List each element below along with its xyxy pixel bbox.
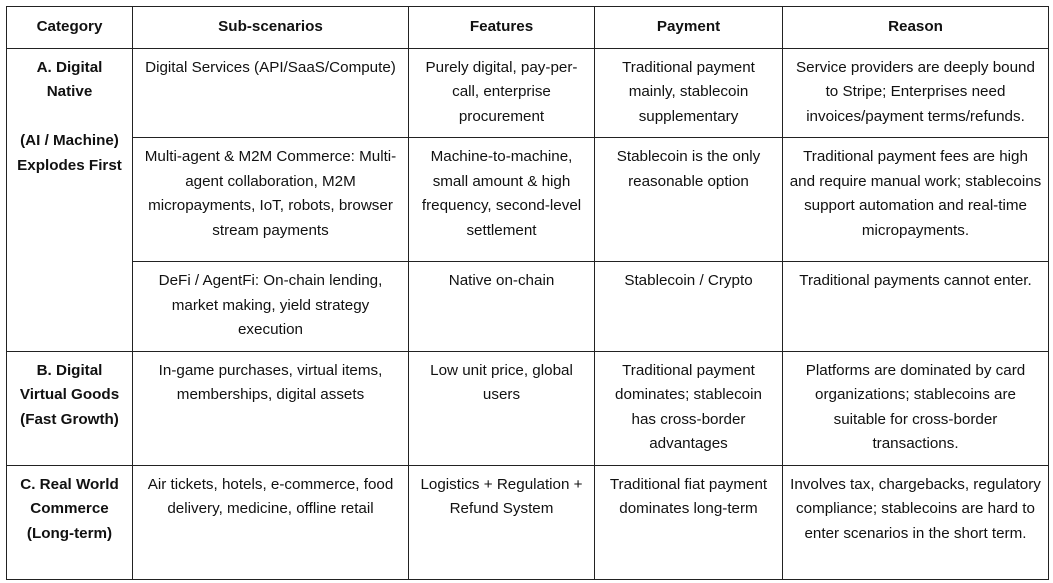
payment-cell: Traditional payment dominates; stablecoin has cross-border advantages [595, 351, 783, 465]
category-cell: C. Real World Commerce (Long-term) [7, 465, 133, 579]
payment-cell: Traditional payment mainly, stablecoin supplementary [595, 48, 783, 138]
sub-scenario-cell: DeFi / AgentFi: On-chain lending, market making, yield strategy execution [133, 262, 409, 352]
sub-scenario-cell: Air tickets, hotels, e-commerce, food delivery, medicine, offline retail [133, 465, 409, 579]
category-cell: B. Digital Virtual Goods (Fast Growth) [7, 351, 133, 465]
table-row [7, 138, 1049, 262]
payment-cell: Traditional fiat payment dominates long-term [595, 465, 783, 579]
header-features: Features [409, 7, 595, 49]
category-cell [7, 48, 133, 351]
reason-cell: Involves tax, chargebacks, regulatory compliance; stablecoins are hard to enter scenarios in the short term. [783, 465, 1049, 579]
features-cell: Native on-chain [409, 262, 595, 352]
table-row [7, 465, 1049, 579]
category-name: A. Digital Native [36, 58, 103, 100]
reason-cell: Service providers are deeply bound to Stripe; Enterprises need invoices/payment terms/refunds. [783, 48, 1049, 138]
features-cell: Logistics + Regulation + Refund System [409, 465, 595, 579]
reason-cell: Traditional payments cannot enter. [783, 262, 1049, 352]
category-subtitle: (AI / Machine) Explodes First [17, 132, 122, 174]
header-sub-scenarios: Sub-scenarios [133, 7, 409, 49]
table-row [7, 351, 1049, 465]
payment-cell: Stablecoin / Crypto [595, 262, 783, 352]
header-reason: Reason [783, 7, 1049, 49]
header-category: Category [7, 7, 133, 49]
header-payment: Payment [595, 7, 783, 49]
scenario-table [6, 6, 1049, 580]
features-cell: Machine-to-machine, small amount & high frequency, second-level settlement [409, 138, 595, 262]
header-row [7, 7, 1049, 49]
table-row [7, 48, 1049, 138]
sub-scenario-cell: Multi-agent & M2M Commerce: Multi-agent collaboration, M2M micropayments, IoT, robots, browser stream payments [133, 138, 409, 262]
features-cell: Low unit price, global users [409, 351, 595, 465]
reason-cell: Platforms are dominated by card organizations; stablecoins are suitable for cross-border transactions. [783, 351, 1049, 465]
reason-cell: Traditional payment fees are high and require manual work; stablecoins support automation and real-time micropayments. [783, 138, 1049, 262]
sub-scenario-cell: In-game purchases, virtual items, memberships, digital assets [133, 351, 409, 465]
payment-cell: Stablecoin is the only reasonable option [595, 138, 783, 262]
table-row [7, 262, 1049, 352]
features-cell: Purely digital, pay-per-call, enterprise procurement [409, 48, 595, 138]
sub-scenario-cell: Digital Services (API/SaaS/Compute) [133, 48, 409, 138]
